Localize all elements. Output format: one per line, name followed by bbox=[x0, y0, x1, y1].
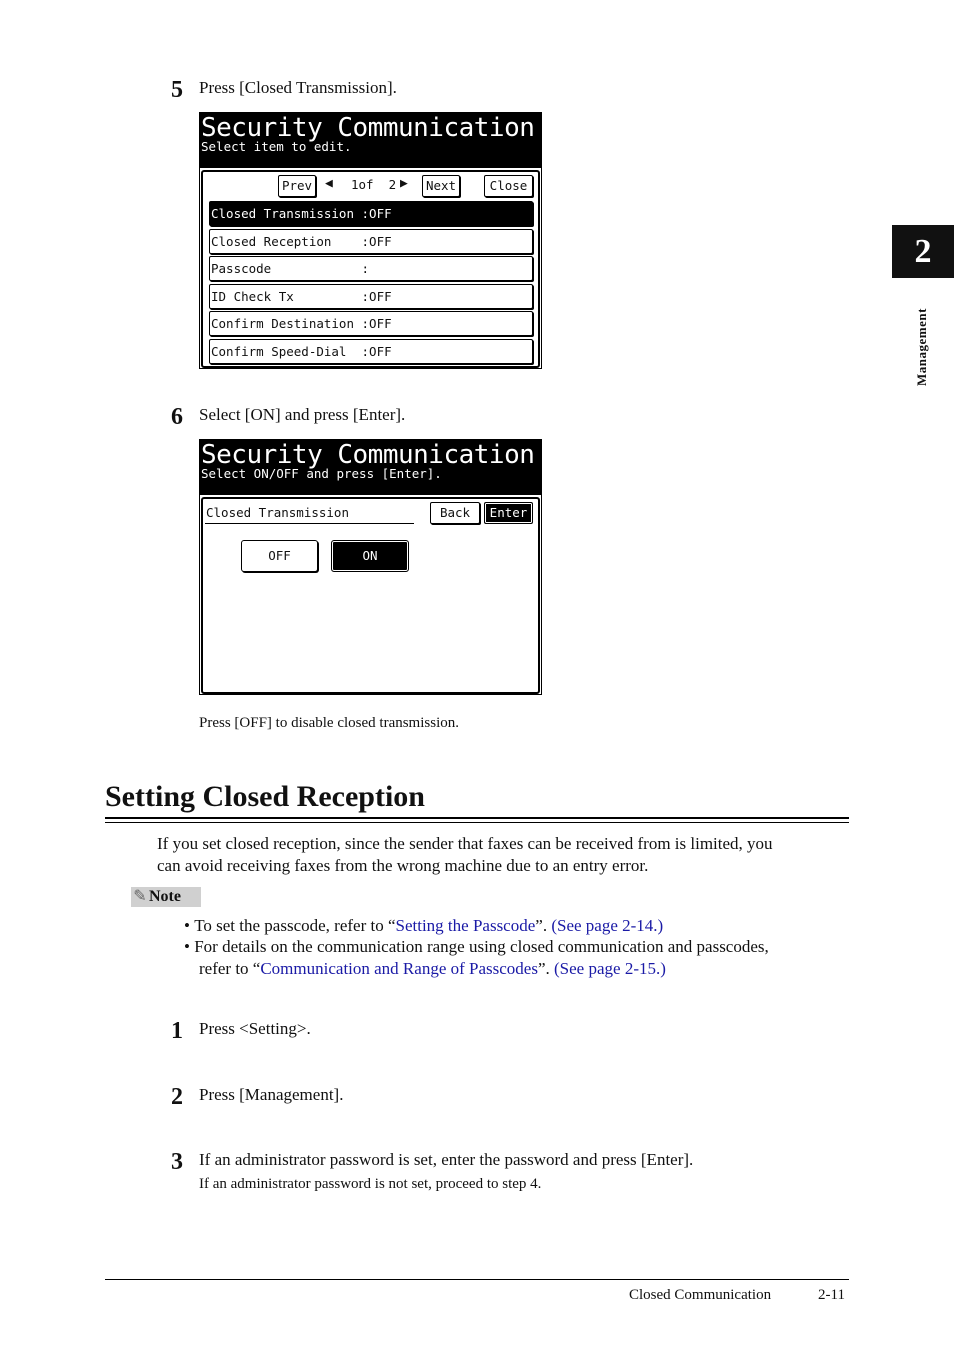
next-button[interactable]: Next bbox=[422, 175, 460, 197]
note-bullet: • For details on the communication range using closed communication and passcodes, refer to “Communication and Range of Passcodes”. (See page 2-15.) bbox=[184, 937, 769, 978]
step-text: Press [Closed Transmission]. bbox=[199, 78, 397, 97]
section-heading: Setting Closed Reception bbox=[105, 780, 425, 813]
chapter-number: 2 bbox=[914, 233, 932, 270]
lcd-body bbox=[201, 170, 540, 368]
step-number: 6 bbox=[171, 404, 183, 430]
step-note: Press [OFF] to disable closed transmission. bbox=[199, 715, 459, 731]
step-text: Press <Setting>. bbox=[199, 1019, 311, 1038]
close-button[interactable]: Close bbox=[484, 175, 533, 197]
chapter-label: Management bbox=[914, 308, 929, 386]
page-indicator: 1of 2 bbox=[351, 177, 397, 192]
step-number: 3 bbox=[171, 1149, 183, 1175]
note-bullet: • To set the passcode, refer to “Setting the Passcode”. (See page 2-14.) bbox=[184, 916, 664, 935]
lcd-screen-item-list bbox=[199, 112, 542, 369]
back-button[interactable]: Back bbox=[430, 502, 480, 524]
lcd-screen-onoff bbox=[199, 439, 542, 695]
footer-page: 2-11 bbox=[818, 1287, 845, 1303]
link-communication-range[interactable]: Communication and Range of Passcodes bbox=[260, 958, 538, 978]
off-button[interactable]: OFF bbox=[241, 540, 318, 572]
step-text: Select [ON] and press [Enter]. bbox=[199, 405, 406, 424]
step-number: 5 bbox=[171, 77, 183, 103]
lcd-subtitle: Select item to edit. bbox=[201, 139, 352, 154]
next-arrow-icon[interactable]: ▶ bbox=[400, 176, 408, 191]
field-label: Closed Transmission bbox=[206, 505, 349, 520]
menu-row-confirm-speed-dial[interactable]: Confirm Speed-Dial :OFF bbox=[209, 339, 533, 364]
note-label-box: ✎ Note bbox=[131, 887, 201, 907]
intro-paragraph: If you set closed reception, since the sender that faxes can be received from is limited, you can avoid receiving faxes from the wrong machine due to an entry error. bbox=[157, 834, 773, 875]
chapter-tab bbox=[892, 225, 954, 278]
footer-section: Closed Communication bbox=[629, 1287, 772, 1303]
step-number: 2 bbox=[171, 1084, 183, 1110]
menu-row-confirm-destination[interactable]: Confirm Destination :OFF bbox=[209, 311, 533, 336]
menu-row-id-check-tx[interactable]: ID Check Tx :OFF bbox=[209, 284, 533, 309]
pencil-icon: ✎ bbox=[133, 888, 147, 905]
menu-row-closed-transmission[interactable]: Closed Transmission :OFF bbox=[209, 201, 533, 226]
link-see-page[interactable]: (See page 2-14.) bbox=[551, 916, 664, 935]
step-text: If an administrator password is set, enter the password and press [Enter]. bbox=[199, 1150, 694, 1169]
lcd-header bbox=[200, 113, 541, 168]
footer-rule bbox=[105, 1279, 849, 1280]
lcd-header bbox=[200, 440, 541, 495]
lcd-title: Security Communication bbox=[201, 113, 535, 143]
menu-row-closed-reception[interactable]: Closed Reception :OFF bbox=[209, 229, 533, 254]
on-button[interactable]: ON bbox=[331, 540, 409, 572]
step-number: 1 bbox=[171, 1018, 183, 1044]
prev-button[interactable]: Prev bbox=[278, 175, 316, 197]
menu-row-passcode[interactable]: Passcode : bbox=[209, 256, 533, 281]
lcd-body bbox=[201, 497, 540, 694]
lcd-title: Security Communication bbox=[201, 440, 535, 470]
heading-rule bbox=[105, 817, 849, 819]
enter-button[interactable]: Enter bbox=[484, 502, 533, 524]
heading-rule-thin bbox=[105, 822, 849, 823]
lcd-subtitle: Select ON/OFF and press [Enter]. bbox=[201, 466, 442, 481]
step-subtext: If an administrator password is not set, proceed to step 4. bbox=[199, 1176, 542, 1192]
field-underline bbox=[205, 523, 414, 524]
step-text: Press [Management]. bbox=[199, 1085, 344, 1104]
link-setting-passcode[interactable]: Setting the Passcode bbox=[395, 916, 536, 935]
link-see-page[interactable]: (See page 2-15.) bbox=[554, 958, 666, 978]
prev-arrow-icon[interactable]: ◀ bbox=[325, 176, 333, 191]
